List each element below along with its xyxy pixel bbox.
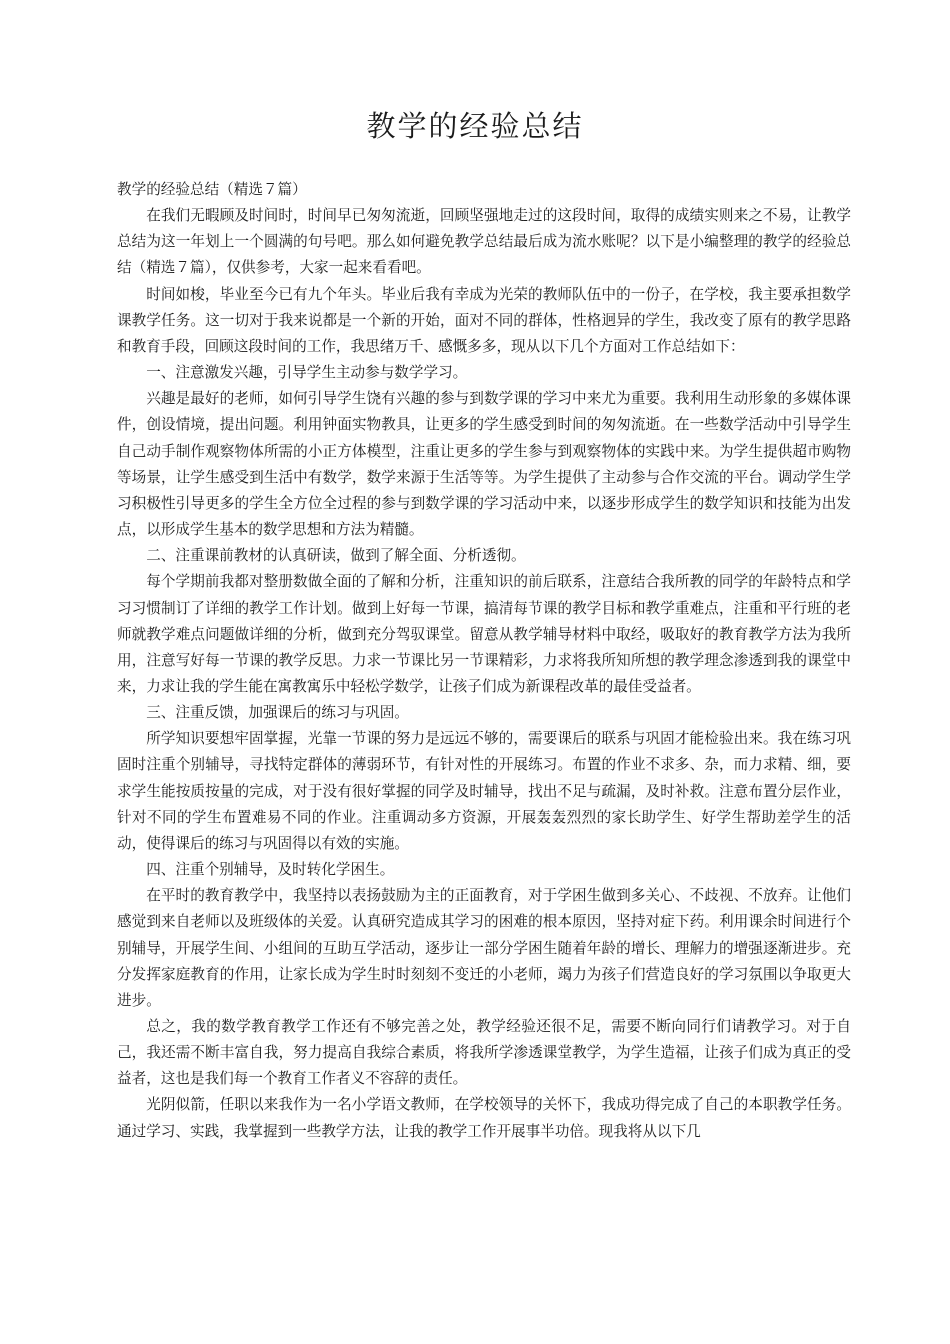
section-heading: 二、注重课前教材的认真研读，做到了解全面、分析透彻。 [146, 547, 526, 565]
section-heading: 一、注意激发兴趣，引导学生主动参与数学学习。 [146, 364, 468, 382]
document-body [117, 177, 851, 1145]
section-heading: 三、注重反馈，加强课后的练习与巩固。 [146, 704, 409, 722]
paragraph-intro: 在我们无暇顾及时间时，时间早已匆匆流逝，回顾坚强地走过的这段时间，取得的成绩实则来之不易，让教学总结为这一年划上一个圆满的句号吧。那么如何避免教学总结最后成为流水账呢？以下是小编整理的教学的经验总结（精选７篇），仅供参考，大家一起来看看吧。 [117, 207, 851, 277]
section-heading: 四、注重个别辅导，及时转化学困生。 [146, 861, 395, 879]
paragraph: 每个学期前我都对整册数做全面的了解和分析，注重知识的前后联系，注意结合我所教的同学的年龄特点和学习习惯制订了详细的教学工作计划。做到上好每一节课，搞清每节课的教学目标和教学重难点，注重和平行班的老师就教学难点问题做详细的分析，做到充分驾驭课堂。留意从教学辅导材料中取经，吸取好的教育教学方法为我所用，注意写好每一节课的教学反思。力求一节课比另一节课精彩，力求将我所知所想的教学理念渗透到我的课堂中来，力求让我的学生能在寓教寓乐中轻松学数学，让孩子们成为新课程改革的最佳受益者。 [117, 573, 851, 695]
paragraph: 光阴似箭，任职以来我作为一名小学语文教师，在学校领导的关怀下，我成功得完成了自己的本职教学任务。通过学习、实践，我掌握到一些教学方法，让我的教学工作开展事半功倍。现我将从以下几 [117, 1096, 851, 1140]
document-subtitle: 教学的经验总结（精选７篇） [117, 181, 307, 198]
document-title: 教学的经验总结 [366, 109, 584, 143]
paragraph: 所学知识要想牢固掌握，光靠一节课的努力是远远不够的，需要课后的联系与巩固才能检验出来。我在练习巩固时注重个别辅导，寻找特定群体的薄弱环节，有针对性的开展练习。布置的作业不求多、杂，而力求精、细，要求学生能按质按量的完成，对于没有很好掌握的同学及时辅导，找出不足与疏漏，及时补救。注意布置分层作业，针对不同的学生布置难易不同的作业。注重调动多方资源，开展轰轰烈烈的家长助学生、好学生帮助差学生的活动，使得课后的练习与巩固得以有效的实施。 [117, 730, 851, 852]
paragraph: 兴趣是最好的老师，如何引导学生饶有兴趣的参与到数学课的学习中来尤为重要。我利用生动形象的多媒体课件，创设情境，提出问题。利用钟面实物教具，让更多的学生感受到时间的匆匆流逝。在一些数学活动中引导学生自己动手制作观察物体所需的小正方体模型，注重让更多的学生参与到观察物体的实践中来。为学生提供超市购物等场景，让学生感受到生活中有数学，数学来源于生活等等。为学生提供了主动参与合作交流的平台。调动学生学习积极性引导更多的学生全方位全过程的参与到数学课的学习活动中来，以逐步形成学生的数学知识和技能为出发点，以形成学生基本的数学思想和方法为精髓。 [117, 390, 851, 539]
paragraph: 在平时的教育教学中，我坚持以表扬鼓励为主的正面教育，对于学困生做到多关心、不歧视、不放弃。让他们感觉到来自老师以及班级体的关爱。认真研究造成其学习的困难的根本原因，坚持对症下药。利用课余时间进行个别辅导，开展学生间、小组间的互助互学活动，逐步让一部分学困生随着年龄的增长、理解力的增强逐渐进步。充分发挥家庭教育的作用，让家长成为学生时时刻刻不变迁的小老师，竭力为孩子们营造良好的学习氛围以争取更大进步。 [117, 887, 851, 1009]
paragraph: 总之，我的数学教育教学工作还有不够完善之处，教学经验还很不足，需要不断向同行们请教学习。对于自己，我还需不断丰富自我，努力提高自我综合素质，将我所学渗透课堂教学，为学生造福，让孩子们成为真正的受益者，这也是我们每一个教育工作者义不容辞的责任。 [117, 1018, 851, 1088]
paragraph: 时间如梭，毕业至今已有九个年头。毕业后我有幸成为光荣的教师队伍中的一份子，在学校，我主要承担数学课教学任务。这一切对于我来说都是一个新的开始，面对不同的群体，性格迥异的学生，我改变了原有的教学思路和教育手段，回顾这段时间的工作，我思绪万千、感慨多多，现从以下几个方面对工作总结如下： [117, 285, 851, 355]
